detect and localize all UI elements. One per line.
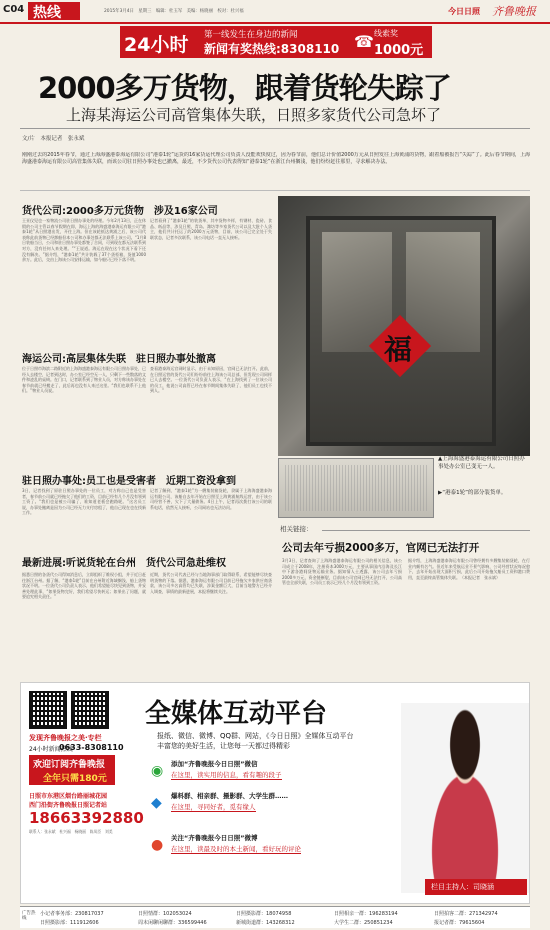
section4-col1: 据悉日照的各货代公司得知消息后，立即组织了维权小组，并于近日赶往浙江台州。据了解，“港泰1轮”目前在台州附近海域搁浅，船上货物状况不明。一位货代公司负责人表示，他们希望能尽快见到货物，并妥善处理此事，“如果货物完好，我们希望尽快转运；如果出了问题，就要追究相关责任。” [22, 572, 146, 600]
left-address2: 西门沿街齐鲁晚报日照记者站 [29, 802, 108, 809]
left-contacts: 联系人：张永斌 杜兴福 杨晓丽 陈凤臣 刘美 [29, 829, 113, 834]
subheadline: 上海某海运公司高管集体失联，日照多家货代公司急坏了 [66, 106, 442, 124]
section3-title: 驻日照办事处:员工也是受害者 近期工资没拿到 [22, 476, 236, 487]
section1-col1: 王亚仪见也一家物流公司驻日照办事处的经理。今年2月13日，正在休假的公司主管以春节假期在即，海运上海的海盛港泰海运有限公司“港泰1轮”从日照港出发，开往上海。但在该轮抵达黄浦之后，该公司代表称此前货物已经卸船但本公司和办事处都无法联系上该公司。“1月8日装船当日，公司和驻日照办事处都签了合同，可到现在都无法联系到对方，没有任何人来处理。”“王说道。海运在现在这个状况下看下还没有解决。”据介绍，“港泰1轮”共计装载了37个货柜箱，货值1000余万。此后，交由上海该公司安排运输，如今船只已经下落不明。 [22, 218, 146, 263]
section5-title: 公司去年亏损2000多万，官网已无法打开 [282, 542, 480, 554]
left-24h-number: 0633-8308110 [59, 743, 124, 752]
section2-col2: 查看港泰海运官网时显示，由于未知原因，官网已无法打开。此前，在日照运营的货代公司们纷纷前往上海该公司总部，但发现公司同样已人去楼空。一位货代公司负责人表示，“在上海找到了一位该公司的员工，他说公司高管已经在春节期间集体失联了，他们员工也找不到人。” [150, 366, 272, 394]
banner-24h: 24小时 [124, 34, 189, 56]
masthead-brand: 齐鲁晚报 [492, 5, 536, 18]
office-door-photo [278, 196, 530, 456]
related-rule [322, 530, 530, 531]
left-hotline-title: 发现齐鲁晚报之美·专栏 [29, 734, 102, 742]
left-address1: 日照市东港区烟台路丽城花园 [29, 793, 108, 800]
ad-sub1: 报纸、微信、微博、QQ群、网站，《今日日照》全媒体互动平台 [157, 732, 354, 740]
masthead: 今日日照 [448, 7, 480, 16]
byline: 文/片 本报记者 张永斌 [22, 136, 85, 142]
ad-item-weibo [171, 833, 421, 861]
section1-title: 货代公司:2000多万元货物 涉及16家公司 [22, 206, 218, 217]
footer-c4a: 日照相亲一群：196283194 [334, 911, 398, 917]
section5-col1: 3月3日，记者查询了上海海盛港泰海运有限公司的相关信息，该公司成立于2008年，注册资本3000万元，主要从事国内沿海及长江中下游各港间货物运输业务。据知情人士透露，该公司去年亏损2000多万元，资金链断裂，目前该公司官网已经无法打开，公司高管也全部失联，公司员工表示已经几个月没有领到工资。 [282, 558, 402, 586]
ad-item2-title: 爆料群、相亲群、摄影群、大学生群…… [171, 792, 288, 800]
section2-title: 海运公司:高层集体失联 驻日照办事处撤离 [22, 354, 216, 365]
hotline-banner [120, 26, 432, 58]
host-label-box [425, 879, 527, 895]
section5-col2: 据介绍，上海海盛港泰海运有限公司曾经拥有多艘集装箱货轮，在行业内颇有名气。但近年来受航运业不景气影响，公司经营状况每况愈下，去年开始出现大面积亏损，此后公司开始拖欠船员工资和港口费用，直至最终高管集体失联。（本报记者 张永斌） [408, 558, 530, 580]
photo-caption: ▲上海海盛港泰海运有限公司日照办事处办公室已变无一人。 [438, 456, 525, 470]
ad-block [20, 682, 530, 904]
section-label: 热线 [33, 5, 61, 21]
qr-code-1 [29, 691, 67, 729]
section4-col2: 近期，货代公司代表已经与当地海事部门取得联系，希望能够尽快查明货物的下落。据悉，港泰海运有限公司目前已经拖欠多家供应商货款，该公司多名高管均已失联，涉案金额巨大，目前当地警方已经介入调查，事情的最新进展，本报将继续关注。 [150, 572, 272, 594]
section2-col1: 位于日照市海滨二路附近的上海海盛港泰海运有限公司日照办事处，已经人去楼空，记者到达时，办公室已经空无一人，只剩下一些散落的文件和凌乱的桌椅。在门口，记者联系到了物业人员，对方称该办事处在春节前就已经搬走了，此后再也没有人来过这里。“我们也联系不上他们。”物业人员说。 [22, 366, 146, 394]
ad-item-wechat [171, 759, 421, 787]
section4-title: 最新进展:听说货轮在台州 货代公司急赴维权 [22, 558, 226, 569]
group-icon: ◆ [151, 795, 162, 811]
footer-c2b: 周末闲聊闲聊群：336599446 [138, 920, 207, 926]
qr-code-2 [71, 691, 109, 729]
subscribe-title: 欢迎订阅齐鲁晚报 [33, 760, 106, 770]
ad-item3-desc: 在这里，读最及时的本土新闻，看好玩的评论 [171, 845, 301, 853]
ad-item2-desc: 在这里，寻同好者，觅有缘人 [171, 803, 256, 811]
lead-rule [20, 190, 530, 191]
footer-c1-label: 广告热线 [22, 911, 36, 921]
ad-title: 全媒体互动平台 [145, 699, 328, 729]
shipping-document-photo [278, 458, 434, 518]
left-phone: 18663392880 [29, 809, 144, 827]
date-line: 2015年3月4日 星期三 编辑：杜玉军 美编：杨晓丽 校对：杜兴福 [104, 9, 244, 14]
photo-caption-box [438, 456, 530, 514]
page-header [0, 0, 550, 22]
weibo-icon: ● [151, 837, 164, 853]
subscribe-price: 全年只需180元 [43, 774, 107, 784]
footer-c1a: 小记者事务部：230817037 [40, 911, 104, 917]
banner-line2: 新闻有奖热线:8308110 [204, 42, 340, 56]
ad-sub2: 丰富您的美好生活，让您每一天都过得精彩 [157, 742, 290, 750]
lead-paragraph: 刚刚过去的2015年春节，通过上海海盛港泰海运有限公司“港泰1轮”运货的16家货运代理公司负责人没能欢快度过，因为春节前，他们总计价值2000万元从日照发往上海黄浦的货物，跟着船被报告“失踪”了。此后春节期间，上海海盛港泰海运有限公司高管集体失联，而该公司驻日照办事处也已撤离，最近，不少货代公司代表得知“港泰1轮”在浙江台州搁浅，他们纷纷赶往那里，寻求解决办法。 [22, 152, 530, 165]
footer-c3b: 新城街道群：143268312 [236, 920, 295, 926]
subscription-box [29, 755, 115, 785]
section3-col1: 3日，记者找到了原驻日照办事处的一位员工，对方称自己也是受害者，春节前公司就已经拖欠了他们的工资，目前已经有几个月没有领到工资了。“我们也是被公司骗了，谁知道老板会跑路呢。”这名员工说，办事处撤离是因为公司已经无力支付房租了，他自己现在也在找新工作。 [22, 488, 146, 516]
footer-bar [20, 906, 530, 928]
banner-prize-label: 线索奖 [374, 29, 398, 38]
banner-prize-amount: 1000元 [374, 43, 424, 58]
wechat-icon: ◉ [151, 763, 164, 779]
document-lines [285, 465, 427, 511]
section3-col2: 记者了解到，“港泰1轮”为一艘集装箱货轮，隶属于上海海盛港泰海运有限公司，该船自去年开始在日照至上海黄浦航线运营，由于该公司经营不善，欠下了大量债务。4日上午，记者再次拨打该公司的联系电话，依然无人接听，公司网站也无法访问。 [150, 488, 272, 510]
fu-character: 福 [384, 333, 413, 366]
footer-c2a: 日照情群：102053024 [138, 911, 192, 917]
ad-item3-title: 关注“齐鲁晚报今日日照”微博 [171, 834, 258, 842]
footer-c1b: 日照摄影部：111912606 [40, 920, 99, 926]
ad-item-groups [171, 791, 421, 819]
banner-line1: 第一线发生在身边的新闻 [204, 30, 298, 40]
ad-item1-desc: 在这里，读实用的信息，看有趣的段子 [171, 771, 282, 779]
footer-c4b: 大学生二群：250851234 [334, 920, 393, 926]
page-code: C04 [3, 4, 25, 15]
footer-c5b: 报记者群：79615604 [434, 920, 485, 926]
related-label: 相关链接： [280, 525, 313, 533]
footer-c3a: 日照摄影群：18074958 [236, 911, 292, 917]
headline-rule [20, 128, 530, 129]
footer-c5a: 日照拍客二群：271342974 [434, 911, 498, 917]
section1-col2: 记者看到了“港泰1轮”的装货单，其中货物多样，有钢材、瓷砖、食品、纸品等，涉及日照、青岛、潍坊等多家货代公司以及大批个人货主，他们共计托运了约2000万元货物，目前，该公司已完全处于失联状态，记者多次联系，该公司电话一直无人接听。 [150, 218, 272, 240]
ad-item1-title: 添加“齐鲁晚报今日日照”微信 [171, 760, 258, 768]
header-rule [0, 22, 550, 24]
headline: 2000多万货物，跟着货轮失踪了 [38, 71, 451, 105]
photo-caption2: ▶“港泰1轮”的部分装货单。 [438, 490, 507, 496]
host-label: 栏目主持人：司晓涵 [431, 883, 494, 891]
phone-icon: ☎ [354, 32, 374, 51]
left-24h: 24小时新闻热线 [29, 746, 73, 753]
